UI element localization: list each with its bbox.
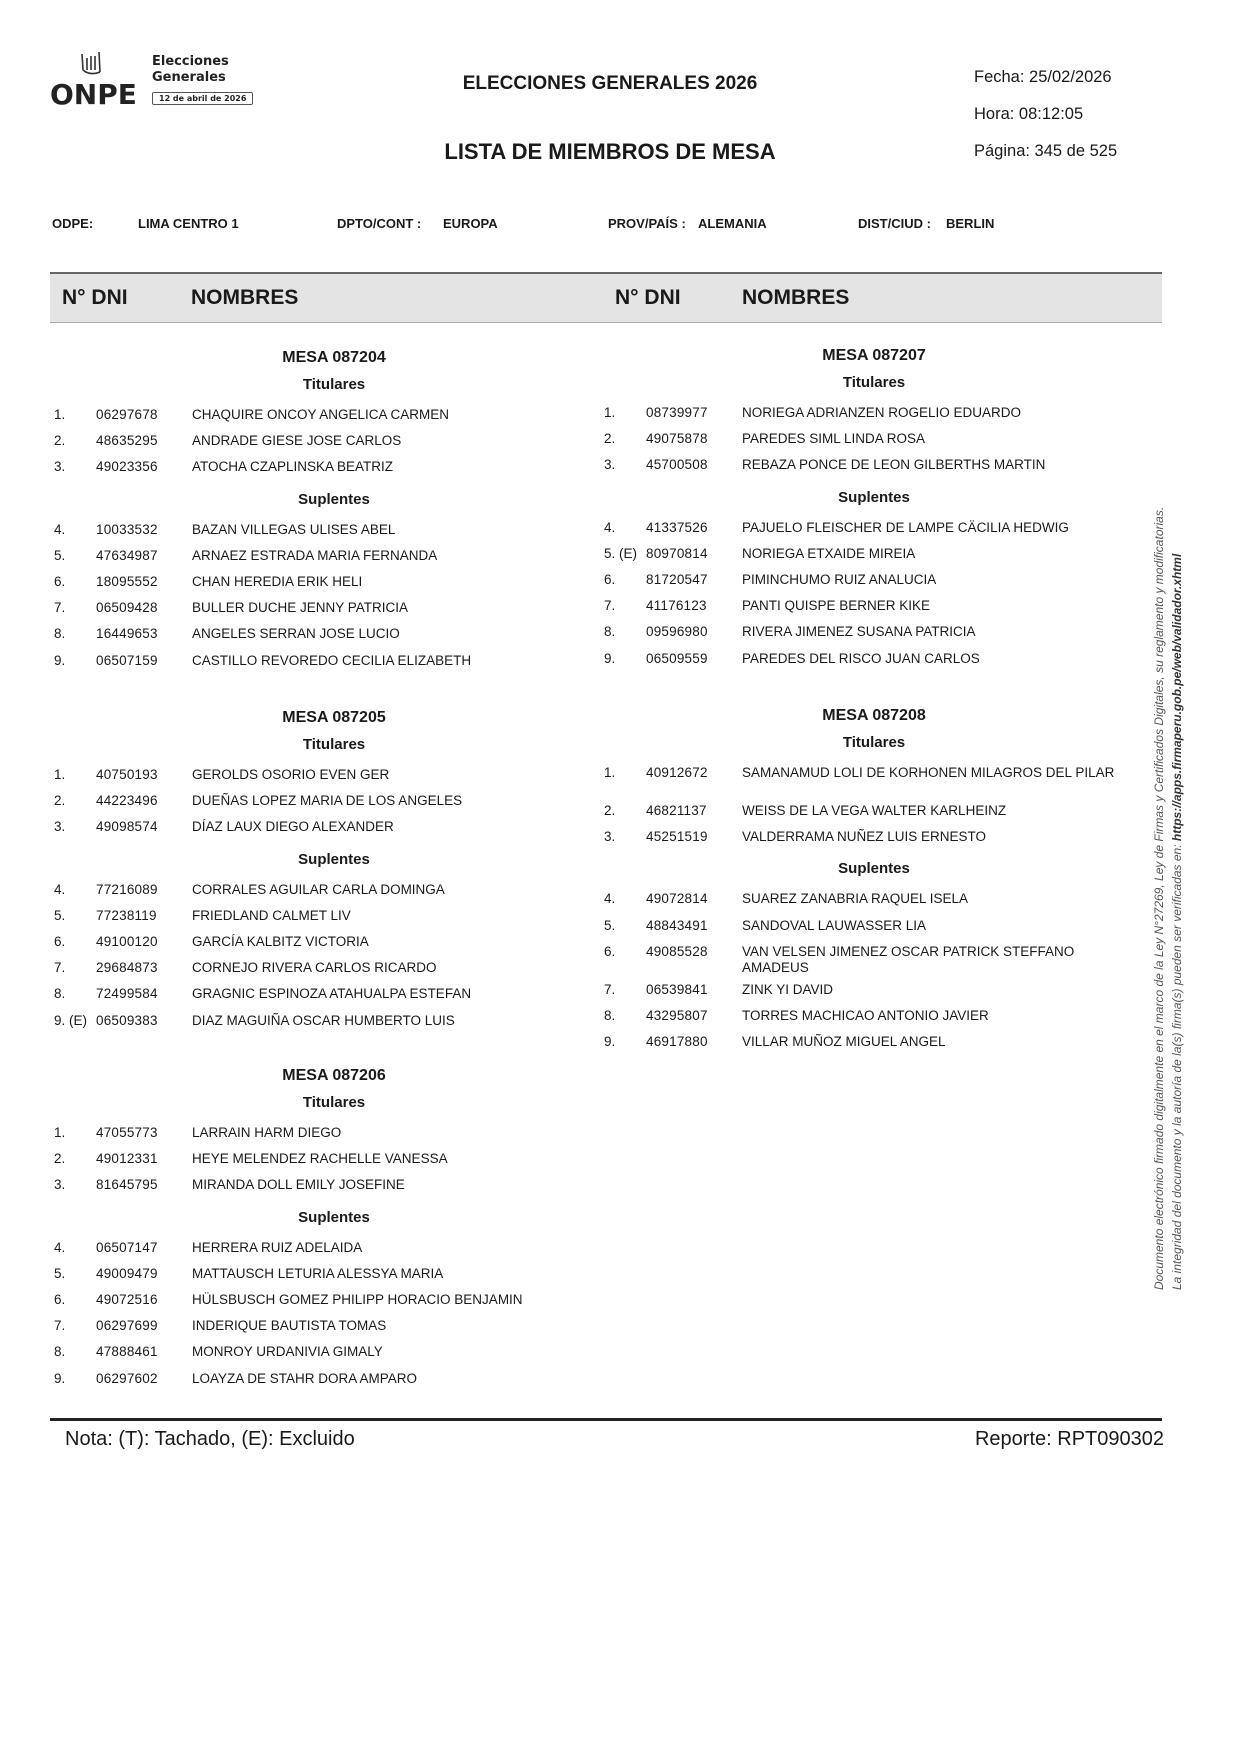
logo-line-1: Elecciones — [152, 54, 229, 69]
member-dni: 06297678 — [96, 407, 158, 422]
member-row — [604, 913, 1144, 939]
member-name: DUEÑAS LOPEZ MARIA DE LOS ANGELES — [192, 793, 463, 809]
member-number: 3. — [54, 459, 66, 475]
member-name: VILLAR MUÑOZ MIGUEL ANGEL — [742, 1034, 946, 1050]
member-number: 1. — [604, 765, 616, 780]
member-dni: 49075878 — [646, 431, 708, 447]
member-name: ANGELES SERRAN JOSE LUCIO — [192, 626, 400, 642]
member-dni: 47055773 — [96, 1125, 158, 1140]
member-dni: 06509559 — [646, 650, 708, 666]
member-dni: 77216089 — [96, 881, 158, 897]
logo-date-tag: 12 de abril de 2026 — [152, 92, 253, 105]
dist-label: DIST/CIUD : — [858, 216, 931, 231]
member-name: HERRERA RUIZ ADELAIDA — [192, 1239, 363, 1255]
member-dni: 49072814 — [646, 891, 708, 907]
member-number: 1. — [54, 1125, 66, 1140]
onpe-logo — [48, 50, 268, 115]
column-header-nombres-right: NOMBRES — [742, 286, 850, 309]
member-dni: 49085528 — [646, 943, 708, 959]
member-dni: 40750193 — [96, 767, 158, 782]
member-name: REBAZA PONCE DE LEON GILBERTHS MARTIN — [742, 457, 1046, 473]
footer-divider — [50, 1418, 1162, 1421]
member-name: PAJUELO FLEISCHER DE LAMPE CÄCILIA HEDWIG — [742, 519, 1069, 535]
member-row — [54, 1339, 594, 1365]
member-name: PAREDES DEL RISCO JUAN CARLOS — [742, 650, 980, 666]
member-number: 5. — [54, 1265, 66, 1281]
member-name: DIAZ MAGUIÑA OSCAR HUMBERTO LUIS — [192, 1012, 455, 1028]
signature-notice-line-2 — [1168, 490, 1186, 1290]
member-row — [604, 567, 1144, 593]
mesa-block — [604, 342, 1144, 672]
mesa-block — [54, 1062, 594, 1392]
member-number: 9. — [604, 650, 616, 666]
member-number: 5. (E) — [604, 545, 638, 561]
member-dni: 49098574 — [96, 819, 158, 835]
member-number: 8. — [604, 624, 616, 640]
member-dni: 18095552 — [96, 573, 158, 589]
member-dni: 49100120 — [96, 933, 158, 949]
member-row — [54, 1366, 594, 1392]
member-name: PIMINCHUMO RUIZ ANALUCIA — [742, 571, 937, 587]
member-name: LARRAIN HARM DIEGO — [192, 1125, 342, 1140]
member-row — [54, 402, 594, 428]
signature-notice-prefix: La integridad del documento y la autoría de la(s) firma(s) pueden ser verificadas en: — [1170, 841, 1184, 1290]
member-row — [604, 1003, 1144, 1029]
member-row — [604, 760, 1144, 798]
member-number: 4. — [604, 891, 616, 907]
odpe-value: LIMA CENTRO 1 — [138, 216, 239, 231]
member-row — [54, 1172, 594, 1198]
member-number: 4. — [54, 1239, 66, 1255]
member-number: 2. — [54, 793, 66, 809]
logo-brand: ONPE — [50, 78, 137, 111]
member-row — [604, 824, 1144, 850]
member-name: CASTILLO REVOREDO CECILIA ELIZABETH — [192, 652, 472, 668]
member-row — [54, 517, 594, 543]
hora: Hora: 08:12:05 — [974, 105, 1084, 123]
member-row — [54, 929, 594, 955]
member-name: TORRES MACHICAO ANTONIO JAVIER — [742, 1007, 989, 1023]
member-number: 7. — [54, 600, 66, 616]
member-row — [54, 595, 594, 621]
member-row — [604, 515, 1144, 541]
member-number: 9. (E) — [54, 1012, 88, 1028]
member-dni: 40912672 — [646, 765, 708, 780]
member-number: 2. — [54, 433, 66, 449]
member-name: GARCÍA KALBITZ VICTORIA — [192, 933, 369, 949]
member-dni: 43295807 — [646, 1007, 708, 1023]
member-name: HÜLSBUSCH GOMEZ PHILIPP HORACIO BENJAMIN — [192, 1291, 523, 1307]
mesa-title: MESA 087207 — [822, 347, 926, 364]
member-number: 1. — [54, 407, 66, 422]
member-row — [54, 1261, 594, 1287]
member-row — [54, 877, 594, 903]
mesa-title: MESA 087205 — [282, 709, 386, 726]
member-dni: 80970814 — [646, 545, 708, 561]
member-name: WEISS DE LA VEGA WALTER KARLHEINZ — [742, 803, 1007, 818]
member-row — [54, 788, 594, 814]
member-row — [54, 1287, 594, 1313]
member-dni: 41176123 — [646, 598, 707, 614]
member-dni: 06507159 — [96, 652, 158, 668]
mesa-block — [54, 344, 594, 674]
member-name: VALDERRAMA NUÑEZ LUIS ERNESTO — [742, 829, 987, 845]
column-header-ndni-right: N° DNI — [615, 286, 681, 309]
member-number: 2. — [604, 803, 616, 818]
footer-note: Nota: (T): Tachado, (E): Excluido — [65, 1428, 355, 1450]
member-dni: 16449653 — [96, 626, 158, 642]
member-row — [604, 939, 1144, 977]
member-row — [54, 981, 594, 1007]
member-name: LOAYZA DE STAHR DORA AMPARO — [192, 1370, 418, 1386]
member-row — [604, 593, 1144, 619]
member-dni: 77238119 — [96, 907, 157, 923]
member-dni: 46821137 — [646, 803, 707, 818]
member-name: MONROY URDANIVIA GIMALY — [192, 1344, 383, 1360]
column-header-ndni-left: N° DNI — [62, 286, 128, 309]
member-row — [604, 646, 1144, 672]
member-dni: 41337526 — [646, 519, 708, 535]
member-name: SANDOVAL LAUWASSER LIA — [742, 917, 927, 933]
member-name: NORIEGA ADRIANZEN ROGELIO EDUARDO — [742, 405, 1022, 420]
member-number: 9. — [54, 652, 66, 668]
mesa-block — [604, 702, 1144, 1055]
member-row — [604, 400, 1144, 426]
section-title-suplentes: Suplentes — [838, 860, 910, 878]
member-dni: 49009479 — [96, 1265, 158, 1281]
member-dni: 46917880 — [646, 1034, 708, 1050]
dpto-value: EUROPA — [443, 216, 498, 231]
section-title-suplentes: Suplentes — [838, 488, 910, 506]
section-title-suplentes: Suplentes — [298, 490, 370, 508]
member-name: ANDRADE GIESE JOSE CARLOS — [192, 433, 402, 449]
member-name: HEYE MELENDEZ RACHELLE VANESSA — [192, 1151, 448, 1167]
section-title-titulares: Titulares — [842, 734, 906, 751]
member-row — [54, 1146, 594, 1172]
member-dni: 47634987 — [96, 547, 158, 563]
signature-notice-line-1: Documento electrónico firmado digitalmente en el marco de la Ley N°27269, Ley de Firmas y Certificados Digitales, su reglamento y modificatorias. — [1152, 506, 1166, 1290]
member-dni: 49023356 — [96, 459, 158, 475]
prov-value: ALEMANIA — [698, 216, 767, 231]
prov-label: PROV/PAÍS : — [608, 216, 686, 231]
member-number: 6. — [54, 1291, 66, 1307]
member-row — [604, 977, 1144, 1003]
member-row — [54, 543, 594, 569]
member-dni: 09596980 — [646, 624, 708, 640]
member-dni: 06507147 — [96, 1239, 158, 1255]
dpto-label: DPTO/CONT : — [337, 216, 422, 231]
document-title: ELECCIONES GENERALES 2026 — [462, 73, 758, 94]
column-header-nombres-left: NOMBRES — [191, 286, 299, 309]
member-dni: 72499584 — [96, 986, 158, 1002]
member-row — [54, 814, 594, 840]
member-number: 5. — [54, 907, 66, 923]
member-number: 6. — [604, 571, 616, 587]
member-number: 8. — [54, 1344, 66, 1360]
member-row — [604, 1029, 1144, 1055]
member-name: CORRALES AGUILAR CARLA DOMINGA — [192, 881, 445, 897]
member-name: SUAREZ ZANABRIA RAQUEL ISELA — [742, 891, 969, 907]
mesa-title: MESA 087208 — [822, 707, 926, 724]
member-dni: 49012331 — [96, 1151, 158, 1167]
mesa-title: MESA 087206 — [282, 1067, 386, 1084]
section-title-titulares: Titulares — [842, 374, 906, 391]
member-dni: 47888461 — [96, 1344, 158, 1360]
member-number: 7. — [604, 981, 616, 997]
member-dni: 29684873 — [96, 960, 158, 976]
member-row — [604, 619, 1144, 645]
member-name: INDERIQUE BAUTISTA TOMAS — [192, 1318, 387, 1334]
digital-signature-notice — [1150, 490, 1186, 1290]
member-number: 8. — [54, 626, 66, 642]
member-name: GRAGNIC ESPINOZA ATAHUALPA ESTEFAN — [192, 986, 472, 1002]
member-dni: 44223496 — [96, 793, 158, 809]
member-dni: 08739977 — [646, 405, 708, 420]
member-dni: 45251519 — [646, 829, 708, 845]
member-row — [54, 1120, 594, 1146]
footer-report-id: Reporte: RPT090302 — [974, 1428, 1164, 1450]
section-title-suplentes: Suplentes — [298, 850, 370, 868]
member-dni: 06509383 — [96, 1012, 158, 1028]
member-row — [54, 1313, 594, 1339]
member-number: 6. — [54, 933, 66, 949]
member-number: 4. — [54, 881, 66, 897]
member-name: BAZAN VILLEGAS ULISES ABEL — [192, 521, 396, 537]
member-number: 7. — [54, 960, 66, 976]
member-dni: 06297602 — [96, 1370, 158, 1386]
member-dni: 45700508 — [646, 457, 708, 473]
member-number: 6. — [604, 943, 616, 959]
member-number: 3. — [604, 829, 616, 845]
member-name: RIVERA JIMENEZ SUSANA PATRICIA — [742, 624, 976, 640]
member-dni: 48843491 — [646, 917, 708, 933]
section-title-suplentes: Suplentes — [298, 1208, 370, 1226]
member-row — [54, 762, 594, 788]
member-dni: 06509428 — [96, 600, 158, 616]
member-number: 4. — [54, 521, 66, 537]
member-row — [604, 886, 1144, 912]
member-dni: 06539841 — [646, 981, 708, 997]
section-title-titulares: Titulares — [302, 1094, 366, 1111]
member-row — [54, 955, 594, 981]
member-row — [54, 621, 594, 647]
member-name: CORNEJO RIVERA CARLOS RICARDO — [192, 960, 437, 976]
member-number: 3. — [604, 457, 616, 473]
member-number: 4. — [604, 519, 616, 535]
document-subtitle: LISTA DE MIEMBROS DE MESA — [444, 139, 776, 164]
pagina: Página: 345 de 525 — [974, 142, 1118, 160]
member-row — [54, 648, 594, 674]
member-number: 3. — [54, 819, 66, 835]
member-name: ARNAEZ ESTRADA MARIA FERNANDA — [192, 547, 438, 563]
member-name: PANTI QUISPE BERNER KIKE — [742, 598, 931, 614]
mesa-block — [54, 704, 594, 1034]
member-dni: 81645795 — [96, 1177, 158, 1193]
member-name: MIRANDA DOLL EMILY JOSEFINE — [192, 1177, 405, 1193]
member-number: 3. — [54, 1177, 66, 1193]
fecha: Fecha: 25/02/2026 — [974, 68, 1112, 86]
member-dni: 81720547 — [646, 571, 708, 587]
member-name: ZINK YI DAVID — [742, 981, 834, 997]
member-number: 8. — [54, 986, 66, 1002]
member-dni: 48635295 — [96, 433, 158, 449]
member-row — [54, 454, 594, 480]
section-title-titulares: Titulares — [302, 376, 366, 393]
member-name: CHAQUIRE ONCOY ANGELICA CARMEN — [192, 407, 450, 422]
member-row — [54, 1235, 594, 1261]
member-row — [54, 569, 594, 595]
member-name: MATTAUSCH LETURIA ALESSYA MARIA — [192, 1265, 444, 1281]
member-number: 6. — [54, 573, 66, 589]
logo-line-2: Generales — [152, 70, 226, 85]
mesa-title: MESA 087204 — [282, 349, 386, 366]
member-row — [604, 798, 1144, 824]
column-header-band — [50, 272, 1162, 323]
member-number: 2. — [54, 1151, 66, 1167]
member-number: 5. — [604, 917, 616, 933]
member-number: 2. — [604, 431, 616, 447]
member-row — [604, 452, 1144, 478]
member-dni: 49072516 — [96, 1291, 158, 1307]
member-row — [604, 426, 1144, 452]
member-name: GEROLDS OSORIO EVEN GER — [192, 767, 390, 782]
member-number: 9. — [54, 1370, 66, 1386]
member-name: NORIEGA ETXAIDE MIREIA — [742, 545, 916, 561]
member-row — [54, 1008, 594, 1034]
member-number: 9. — [604, 1034, 616, 1050]
member-dni: 10033532 — [96, 521, 158, 537]
member-number: 8. — [604, 1007, 616, 1023]
dist-value: BERLIN — [946, 216, 995, 231]
validator-link[interactable]: https://apps.firmaperu.gob.pe/web/validador.xhtml — [1170, 553, 1184, 842]
member-name: DÍAZ LAUX DIEGO ALEXANDER — [192, 819, 394, 835]
member-name: VAN VELSEN JIMENEZ OSCAR PATRICK STEFFANO AMADEUS — [742, 943, 1075, 975]
member-row — [54, 428, 594, 454]
member-number: 5. — [54, 547, 66, 563]
member-number: 1. — [604, 405, 616, 420]
section-title-titulares: Titulares — [302, 736, 366, 753]
member-name: ATOCHA CZAPLINSKA BEATRIZ — [192, 459, 394, 475]
member-number: 1. — [54, 767, 66, 782]
member-name: PAREDES SIML LINDA ROSA — [742, 431, 926, 447]
member-name: CHAN HEREDIA ERIK HELI — [192, 573, 363, 589]
member-number: 7. — [54, 1318, 66, 1334]
member-number: 7. — [604, 598, 616, 614]
member-name: FRIEDLAND CALMET LIV — [192, 907, 351, 923]
member-row — [54, 903, 594, 929]
odpe-label: ODPE: — [52, 216, 94, 231]
member-row — [604, 541, 1144, 567]
member-dni: 06297699 — [96, 1318, 158, 1334]
member-name: SAMANAMUD LOLI DE KORHONEN MILAGROS DEL PILAR — [742, 765, 1115, 780]
member-name: BULLER DUCHE JENNY PATRICIA — [192, 600, 409, 616]
